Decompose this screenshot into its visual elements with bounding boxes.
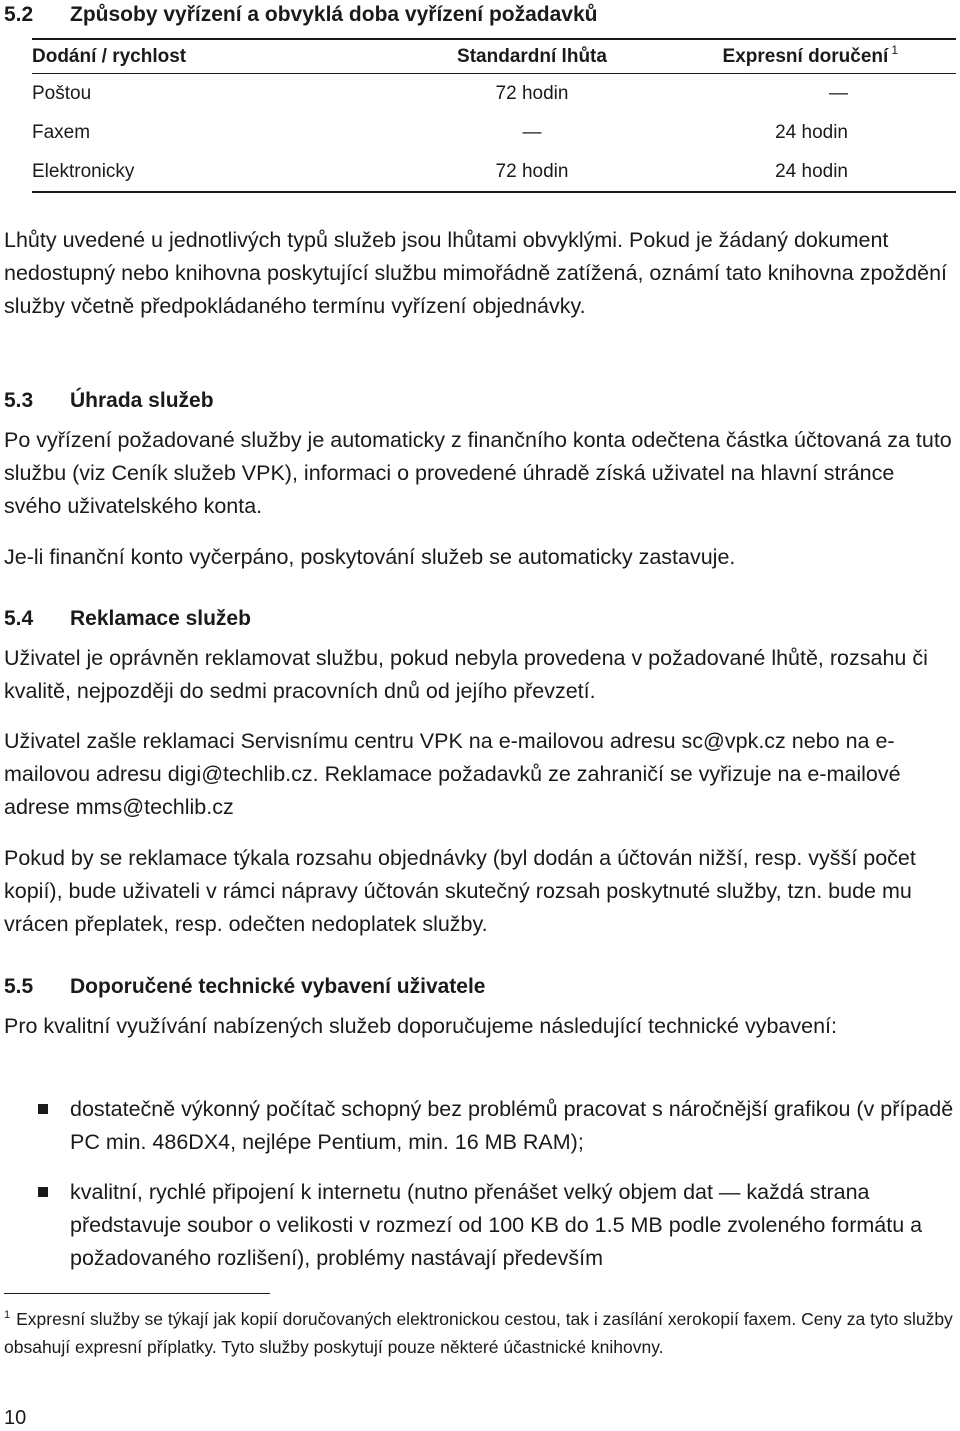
- section-5-4-heading: [4, 608, 251, 629]
- table-cell: 24 hodin: [775, 121, 848, 143]
- page-number: 10: [4, 1407, 27, 1429]
- paragraph-reklamace-3: Pokud by se reklamace týkala rozsahu objednávky (byl dodán a účtován nižší, resp. vyšší počet kopií), bude uživateli v rámci nápravy účtován skutečný rozsah poskytnuté služby, tzn. bude mu vrácen přeplatek, resp. odečten nedoplatek služby.: [4, 846, 916, 936]
- table-cell: 72 hodin: [495, 160, 569, 182]
- table-cell: 72 hodin: [495, 82, 569, 104]
- section-title: Doporučené technické vybavení uživatele: [70, 975, 486, 998]
- table-cell: —: [829, 82, 848, 104]
- footnote-mark: 1: [4, 1309, 11, 1322]
- paragraph-reklamace-1: Uživatel je oprávněn reklamovat službu, pokud nebyla provedena v požadované lhůtě, rozsahu či kvalitě, nejpozději do sedmi pracovních dnů od jejího převzetí.: [4, 646, 928, 703]
- section-5-5-heading: [4, 976, 486, 997]
- table-header-row: [32, 39, 956, 74]
- table-header-cell: Standardní lhůta: [402, 39, 662, 74]
- footnote-mark: 1: [891, 43, 898, 58]
- list-item-text: kvalitní, rychlé připojení k internetu (nutno přenášet velký objem dat — každá strana představuje soubor o velikosti v rozmezí od 100 KB do 1.5 MB podle zvoleného formátu a požadovaného rozlišení), problémy nastávají především: [70, 1180, 923, 1270]
- section-number: 5.5: [4, 975, 34, 998]
- table-row: [32, 152, 956, 192]
- bullet-square-icon: [38, 1187, 48, 1197]
- equipment-list: [4, 1093, 956, 1275]
- list-item: [4, 1093, 956, 1159]
- paragraph-uhrada-1: Po vyřízení požadované služby je automaticky z finančního konta odečtena částka účtovaná za tuto službu (viz Ceník služeb VPK), informaci o provedené úhradě získá uživatel na hlavní stránce svého uživatelského konta.: [4, 428, 952, 518]
- section-5-3-heading: [4, 390, 214, 411]
- section-title: Úhrada služeb: [70, 389, 214, 412]
- table-cell: —: [522, 121, 542, 143]
- list-item-text: dostatečně výkonný počítač schopný bez problémů pracovat s náročnější grafikou (v případě PC min. 486DX4, nejlépe Pentium, min. 16 MB RAM);: [70, 1097, 954, 1154]
- paragraph-vybaveni: Pro kvalitní využívání nabízených služeb doporučujeme následující technické vybavení:: [4, 1014, 837, 1038]
- paragraph-reklamace-2: Uživatel zašle reklamaci Servisnímu centru VPK na e-mailovou adresu sc@vpk.cz nebo na e-mailovou adresu digi@techlib.cz. Reklamace požadavků ze zahraničí se vyřizuje na e-mailové adrese mms@techlib.cz: [4, 729, 901, 819]
- delivery-table: [32, 38, 956, 193]
- table-row: [32, 113, 956, 152]
- section-title: Způsoby vyřízení a obvyklá doba vyřízení požadavků: [70, 3, 598, 26]
- list-item: [4, 1176, 956, 1275]
- section-number: 5.3: [4, 389, 34, 412]
- table-cell: Poštou: [32, 82, 92, 104]
- table-header-cell: [662, 39, 956, 74]
- table-cell: Elektronicky: [32, 160, 135, 182]
- section-number: 5.4: [4, 607, 34, 630]
- footnote-text: Expresní služby se týkají jak kopií doručovaných elektronickou cestou, tak i zasílání xerokopií faxem. Ceny za tyto služby obsahují expresní příplatky. Tyto služby poskytují pouze některé účastnické knihovny.: [4, 1309, 953, 1357]
- paragraph-uhrada-2: Je-li finanční konto vyčerpáno, poskytování služeb se automaticky zastavuje.: [4, 545, 736, 569]
- footnote: [4, 1305, 956, 1361]
- paragraph-lhuty: Lhůty uvedené u jednotlivých typů služeb jsou lhůtami obvyklými. Pokud je žádaný dokument nedostupný nebo knihovna poskytující službu mimořádně zatížená, oznámí tato knihovna zpoždění služby včetně předpokládaného termínu vyřízení objednávky.: [4, 228, 947, 318]
- section-title: Reklamace služeb: [70, 607, 251, 630]
- table-header-cell: Dodání / rychlost: [32, 39, 402, 74]
- table-header-text: Expresní doručení: [722, 45, 889, 67]
- section-5-2-heading: [4, 4, 598, 25]
- table-row: [32, 74, 956, 114]
- section-number: 5.2: [4, 3, 34, 26]
- table-cell: Faxem: [32, 121, 91, 143]
- footnote-divider: [4, 1293, 270, 1294]
- table-cell: 24 hodin: [775, 160, 848, 182]
- bullet-square-icon: [38, 1104, 48, 1114]
